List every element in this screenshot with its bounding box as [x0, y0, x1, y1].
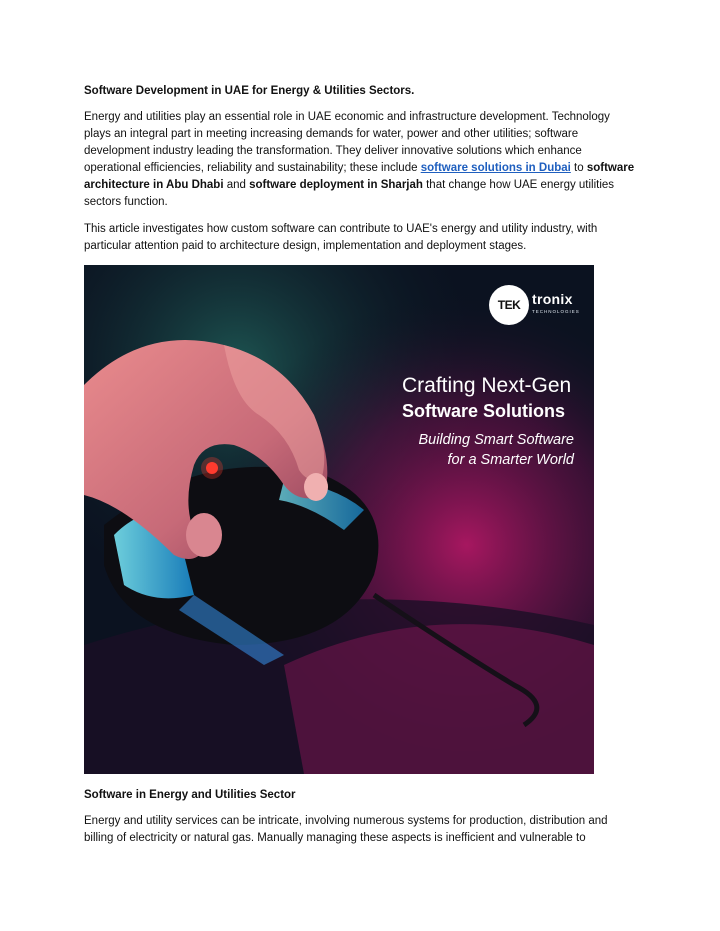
logo-mark-text: TEK [497, 298, 521, 312]
mouse-hand-photo [84, 265, 594, 774]
second-paragraph: This article investigates how custom software can contribute to UAE's energy and utility industry, with particular attention paid to architecture design, implementation and deployment stages. [84, 223, 598, 252]
intro-text-4: that change how UAE energy utilities sectors function. [84, 179, 615, 208]
intro-bold-2: software deployment in Sharjah [249, 179, 423, 191]
intro-paragraph [84, 109, 636, 211]
promo-banner-image [84, 265, 594, 774]
logo-subtitle: TECHNOLOGIES [532, 309, 580, 314]
intro-text-3: and [223, 179, 250, 191]
banner-tagline-line-1: Building Smart Software [418, 432, 574, 448]
software-solutions-dubai-link[interactable]: software solutions in Dubai [420, 162, 571, 174]
intro-text-2: to [570, 162, 587, 174]
document-page [84, 84, 636, 857]
banner-headline-line-2: Software Solutions [402, 401, 566, 421]
section-heading: Software in Energy and Utilities Sector [84, 789, 296, 801]
banner-tagline-line-2: for a Smarter World [447, 452, 574, 468]
third-paragraph: Energy and utility services can be intricate, involving numerous systems for production, distribution and billing of electricity or natural gas. Manually managing these aspects is inefficient and vulnerable to [84, 815, 608, 844]
intro-bold-1: software architecture in Abu Dhabi [84, 162, 635, 191]
article-title: Software Development in UAE for Energy & Utilities Sectors. [84, 85, 415, 97]
intro-text-1: Energy and utilities play an essential role in UAE economic and infrastructure development. Technology plays an integral part in meeting increasing demands for water, power and other utilities; software development industry leading the transformation. They deliver innovative solutions which enhance operational efficiencies, reliability and sustainability; these include [84, 111, 610, 174]
tektronix-logo-badge [489, 285, 529, 325]
logo-wordmark: tronix [532, 291, 573, 307]
banner-headline-line-1: Crafting Next-Gen [402, 374, 572, 397]
